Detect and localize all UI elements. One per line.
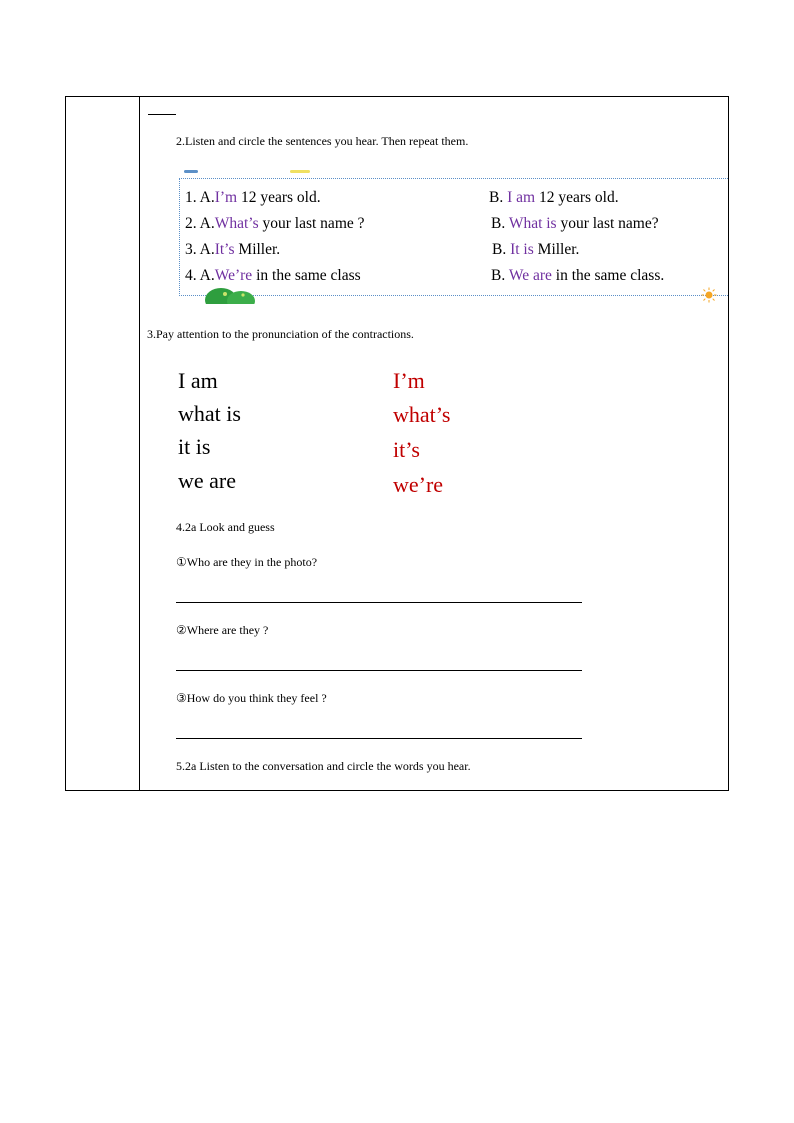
sun-icon <box>701 287 717 303</box>
full-form-1: I am <box>178 368 218 393</box>
task3-heading: 3.Pay attention to the pronunciation of the contractions. <box>147 327 414 341</box>
answer-line-3[interactable] <box>176 738 582 739</box>
row1-option-b[interactable]: B. I am 12 years old. <box>489 189 619 206</box>
full-form-4: we are <box>178 468 237 493</box>
plant-icon <box>203 284 263 304</box>
table-column-divider <box>139 96 140 791</box>
contraction-1: I’m <box>393 368 425 393</box>
task5-heading: 5.2a Listen to the conversation and circle the words you hear. <box>176 759 471 773</box>
full-form-2: what is <box>178 401 241 426</box>
task4-heading: 4.2a Look and guess <box>176 520 275 534</box>
answer-line-2[interactable] <box>176 670 582 671</box>
row3-option-b[interactable]: B. It is Miller. <box>492 241 580 258</box>
question-2: ②Where are they ? <box>176 623 269 637</box>
short-rule-mark <box>148 114 176 115</box>
row3-option-a[interactable]: 3. A.It’s Miller. <box>185 241 281 258</box>
full-form-3: it is <box>178 434 211 459</box>
answer-line-1[interactable] <box>176 602 582 603</box>
question-3: ③How do you think they feel ? <box>176 691 327 705</box>
contraction-3: it’s <box>393 437 420 462</box>
question-1: ①Who are they in the photo? <box>176 555 318 569</box>
row4-option-a[interactable]: 4. A.We’re in the same class <box>185 267 361 284</box>
decor-yellow-dash <box>290 170 310 173</box>
decor-blue-dash <box>184 170 198 173</box>
row2-option-b[interactable]: B. What is your last name? <box>491 215 659 232</box>
row4-option-b[interactable]: B. We are in the same class. <box>491 267 665 284</box>
row1-option-a[interactable]: 1. A.I’m 12 years old. <box>185 189 321 206</box>
task2-heading: 2.Listen and circle the sentences you hear. Then repeat them. <box>176 134 469 148</box>
contraction-4: we’re <box>393 472 444 497</box>
contraction-2: what’s <box>393 402 451 427</box>
row2-option-a[interactable]: 2. A.What’s your last name ? <box>185 215 365 232</box>
